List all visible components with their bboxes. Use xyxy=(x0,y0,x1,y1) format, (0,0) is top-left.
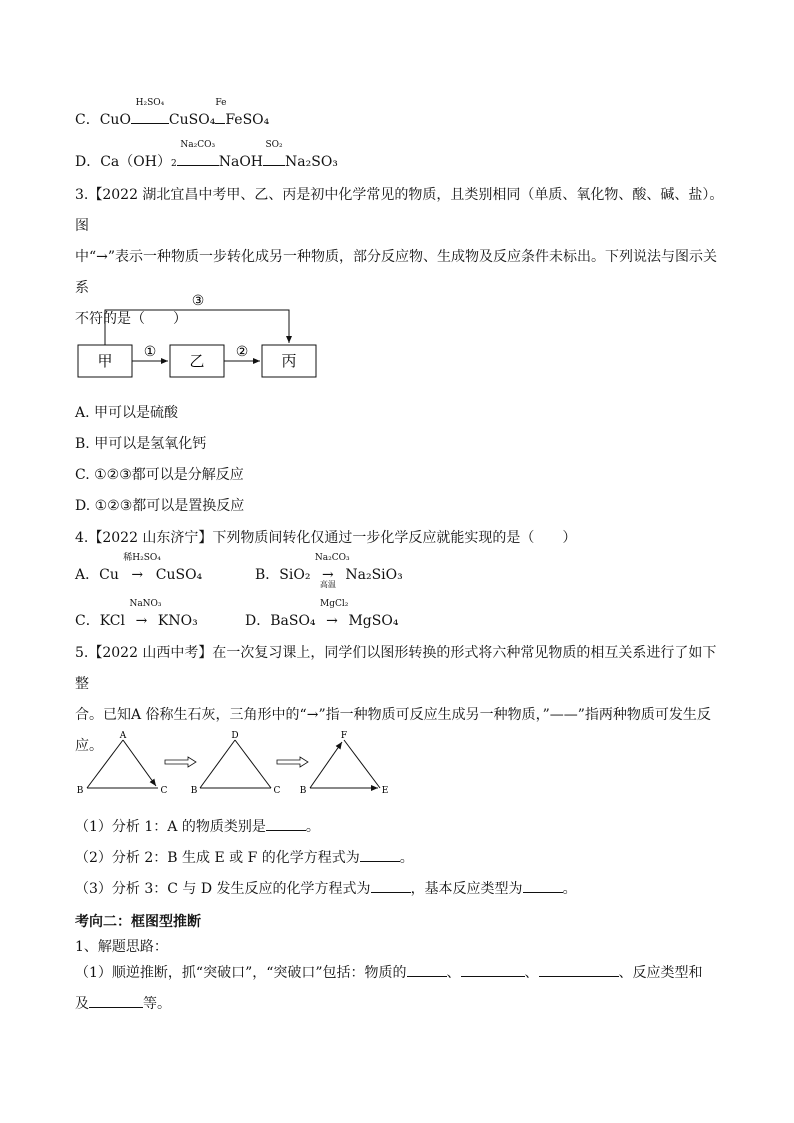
tri3-arrow-b-to-f xyxy=(310,742,342,788)
q4-option-d: D．BaSO₄ MgCl₂ → MgSO₄ xyxy=(245,599,399,629)
q4-option-a: A．Cu 稀H₂SO₄ → CuSO₄ xyxy=(75,553,203,583)
arrow-1-label: ① xyxy=(143,344,157,360)
q3-option-d: D. ①②③都可以是置换反应 xyxy=(75,498,245,514)
tri1-left: B xyxy=(76,786,84,796)
q4-option-b: B．SiO₂ Na₂CO₃ → 高温 Na₂SiO₃ xyxy=(255,553,403,589)
tri2-top: D xyxy=(231,731,239,741)
q3-option-a: A. 甲可以是硫酸 xyxy=(75,405,179,421)
tri1-top: A xyxy=(119,731,127,741)
answer-blank[interactable] xyxy=(461,962,525,977)
reaction-arrow: Fe xyxy=(215,111,225,129)
reaction-arrow: H₂SO₄ xyxy=(131,111,169,129)
q4-stem: 4.【2022 山东济宁】下列物质间转化仅通过一步化学反应就能实现的是（ ） xyxy=(75,530,577,546)
arrow-2-label: ② xyxy=(235,344,249,360)
option-d-line: D．Ca（OH）2 Na₂CO₃ NaOH SO₂ Na₂SO₃ xyxy=(75,140,338,170)
tri3-left: B xyxy=(299,786,307,796)
answer-blank[interactable] xyxy=(266,816,306,831)
reaction-arrow: Na₂CO₃ xyxy=(177,153,219,171)
answer-blank[interactable] xyxy=(371,878,411,893)
box-yi-label: 乙 xyxy=(189,352,205,370)
reaction-arrow: 稀H₂SO₄ → xyxy=(123,553,161,583)
reaction-arrow: NaNO₃ → xyxy=(129,599,162,629)
q5-line-2: 合。已知A 俗称生石灰，三角形中的“→”指一种物质可反应生成另一种物质，”——”指两种物质可发生反 xyxy=(75,707,711,723)
section-heading-1: 1、解题思路： xyxy=(75,939,168,955)
box-jia-label: 甲 xyxy=(97,352,113,370)
section-paragraph xyxy=(75,958,725,1020)
answer-blank[interactable] xyxy=(407,962,447,977)
q3-options xyxy=(75,398,725,522)
q5-sub-1: （1）分析 1：A 的物质类别是 。 xyxy=(75,812,725,843)
answer-blank[interactable] xyxy=(523,878,563,893)
tri1-right: C xyxy=(160,786,168,796)
q3-option-b: B. 甲可以是氢氧化钙 xyxy=(75,436,207,452)
q3-line-1: 3.【2022 湖北宜昌中考甲、乙、丙是初中化学常见的物质，且类别相同（单质、氧化物、酸、碱、盐）。图 xyxy=(75,187,724,234)
box-bing-label: 丙 xyxy=(281,352,297,370)
section-title: 考向二：框图型推断 xyxy=(75,914,201,930)
q5-triangle-diagram xyxy=(70,728,400,802)
q3-line-2: 中“→”表示一种物质一步转化成另一种物质，部分反应物、生成物及反应条件未标出。下列说法与图示关系 xyxy=(75,249,718,296)
arrow-3-label: ③ xyxy=(191,293,205,309)
reaction-arrow: Na₂CO₃ → 高温 xyxy=(314,553,350,589)
arrow-3 xyxy=(105,310,289,345)
q5-line-3: 应。 xyxy=(75,738,103,754)
tri2-right: C xyxy=(273,786,281,796)
q3-line-3: 不符的是（ ） xyxy=(75,311,187,327)
q4-option-c: C．KCl NaNO₃ → KNO₃ xyxy=(75,599,198,629)
answer-blank[interactable] xyxy=(360,847,400,862)
tri2-left: B xyxy=(190,786,198,796)
option-c-line: C．CuO H₂SO₄ CuSO₄ Fe FeSO₄ xyxy=(75,98,270,128)
option-c-label: C．CuO xyxy=(75,112,131,128)
section-line-2: 及 等。 xyxy=(75,989,725,1020)
reaction-arrow: SO₂ xyxy=(263,153,285,171)
transform-arrow-2 xyxy=(277,757,308,767)
tri3-right: E xyxy=(381,786,389,796)
transform-arrow-1 xyxy=(165,757,196,767)
reaction-arrow: MgCl₂ → xyxy=(320,599,349,629)
answer-blank[interactable] xyxy=(89,993,143,1008)
q5-subquestions xyxy=(75,812,725,905)
q5-line-1: 5.【2022 山西中考】在一次复习课上，同学们以图形转换的形式将六种常见物质的相互关系进行了如下整 xyxy=(75,645,717,692)
q5-sub-2: （2）分析 2：B 生成 E 或 F 的化学方程式为 。 xyxy=(75,843,725,874)
q3-flow-diagram xyxy=(70,282,330,382)
tri3-top: F xyxy=(340,731,348,741)
q5-sub-3: （3）分析 3：C 与 D 发生反应的化学方程式为 ，基本反应类型为 。 xyxy=(75,874,725,905)
q3-option-c: C. ①②③都可以是分解反应 xyxy=(75,467,244,483)
tri1-arrow-a-to-c xyxy=(123,740,156,786)
answer-blank[interactable] xyxy=(539,962,619,977)
option-d-label: D．Ca（OH） xyxy=(75,154,171,170)
section-line-1: （1）顺逆推断，抓“突破口”，“突破口”包括：物质的 、 、 、反应类型和 xyxy=(75,958,725,989)
